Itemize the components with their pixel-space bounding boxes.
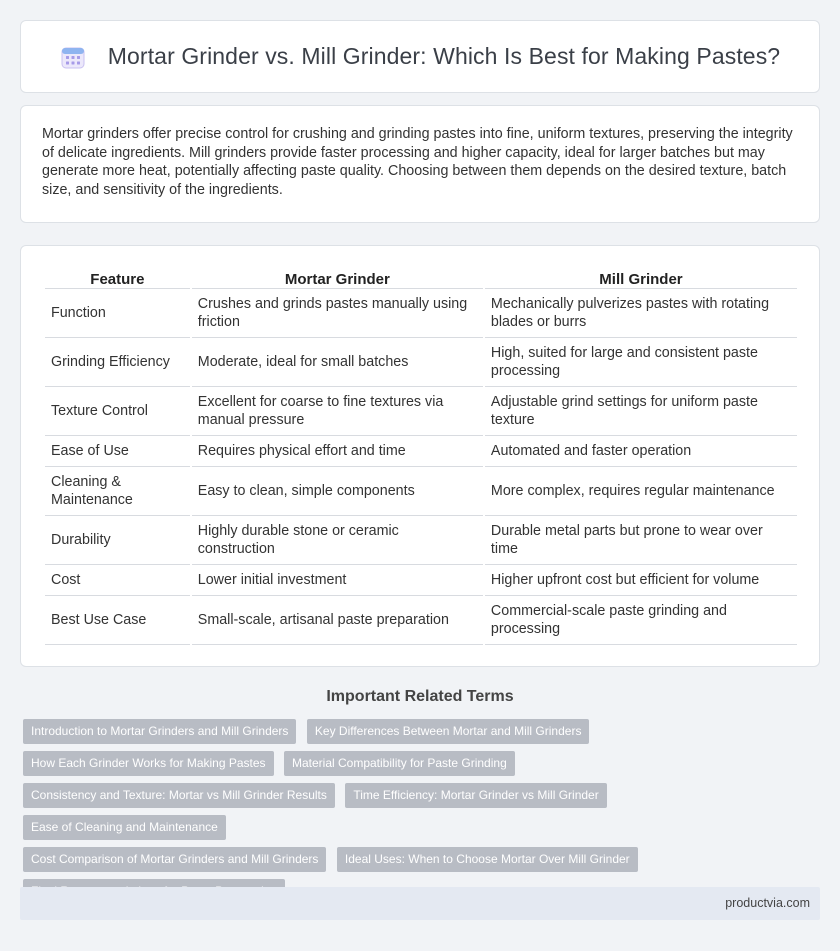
feature-cell: Durability	[45, 516, 190, 565]
table-row	[45, 467, 797, 516]
footer-bar	[20, 887, 820, 920]
related-term-tag[interactable]: Material Compatibility for Paste Grinding	[284, 751, 515, 776]
mill-cell: Adjustable grind settings for uniform paste texture	[485, 387, 797, 436]
related-term-tag[interactable]: Consistency and Texture: Mortar vs Mill Grinder Results	[23, 783, 335, 808]
header-feature: Feature	[45, 264, 190, 289]
table-row	[45, 289, 797, 338]
feature-cell: Function	[45, 289, 190, 338]
mortar-cell: Small-scale, artisanal paste preparation	[192, 596, 483, 645]
comparison-table-card	[20, 245, 820, 667]
intro-card	[20, 105, 820, 223]
related-terms-list	[23, 719, 823, 911]
related-terms-heading: Important Related Terms	[326, 688, 514, 705]
header-mill-grinder: Mill Grinder	[485, 264, 797, 289]
mill-cell: Commercial-scale paste grinding and processing	[485, 596, 797, 645]
mill-cell: High, suited for large and consistent paste processing	[485, 338, 797, 387]
related-term-tag[interactable]: Ease of Cleaning and Maintenance	[23, 815, 226, 840]
mill-cell: Higher upfront cost but efficient for volume	[485, 565, 797, 596]
mortar-cell: Crushes and grinds pastes manually using friction	[192, 289, 483, 338]
mill-cell: Mechanically pulverizes pastes with rotating blades or burrs	[485, 289, 797, 338]
calendar-icon	[60, 44, 86, 70]
footer-site-link[interactable]: productvia.com	[725, 896, 810, 910]
related-term-tag[interactable]: Key Differences Between Mortar and Mill Grinders	[307, 719, 590, 744]
table-row	[45, 565, 797, 596]
table-row	[45, 387, 797, 436]
feature-cell: Ease of Use	[45, 436, 190, 467]
feature-cell: Grinding Efficiency	[45, 338, 190, 387]
page-title: Mortar Grinder vs. Mill Grinder: Which Is Best for Making Pastes?	[107, 43, 781, 69]
table-row	[45, 338, 797, 387]
related-term-tag[interactable]: How Each Grinder Works for Making Pastes	[23, 751, 274, 776]
related-term-tag[interactable]: Time Efficiency: Mortar Grinder vs Mill Grinder	[345, 783, 606, 808]
related-term-tag[interactable]: Ideal Uses: When to Choose Mortar Over Mill Grinder	[337, 847, 638, 872]
comparison-table	[43, 264, 799, 645]
mortar-cell: Lower initial investment	[192, 565, 483, 596]
table-row	[45, 436, 797, 467]
table-row	[45, 516, 797, 565]
header-mortar-grinder: Mortar Grinder	[192, 264, 483, 289]
feature-cell: Cleaning & Maintenance	[45, 467, 190, 516]
mill-cell: Automated and faster operation	[485, 436, 797, 467]
mortar-cell: Moderate, ideal for small batches	[192, 338, 483, 387]
table-row	[45, 596, 797, 645]
mill-cell: Durable metal parts but prone to wear over time	[485, 516, 797, 565]
table-header-row	[45, 264, 797, 289]
mortar-cell: Highly durable stone or ceramic construction	[192, 516, 483, 565]
header-card	[20, 20, 820, 93]
intro-text: Mortar grinders offer precise control for crushing and grinding pastes into fine, uniform textures, preserving the integrity of delicate ingredients. Mill grinders provide faster processing and higher capacity, ideal for larger batches but may generate more heat, potentially affecting paste quality. Choosing between them depends on the desired texture, batch size, and sensitivity of the ingredients.	[42, 126, 793, 198]
mortar-cell: Easy to clean, simple components	[192, 467, 483, 516]
feature-cell: Cost	[45, 565, 190, 596]
mortar-cell: Requires physical effort and time	[192, 436, 483, 467]
related-term-tag[interactable]: Introduction to Mortar Grinders and Mill Grinders	[23, 719, 296, 744]
mill-cell: More complex, requires regular maintenance	[485, 467, 797, 516]
mortar-cell: Excellent for coarse to fine textures via manual pressure	[192, 387, 483, 436]
feature-cell: Texture Control	[45, 387, 190, 436]
feature-cell: Best Use Case	[45, 596, 190, 645]
related-term-tag[interactable]: Cost Comparison of Mortar Grinders and Mill Grinders	[23, 847, 326, 872]
